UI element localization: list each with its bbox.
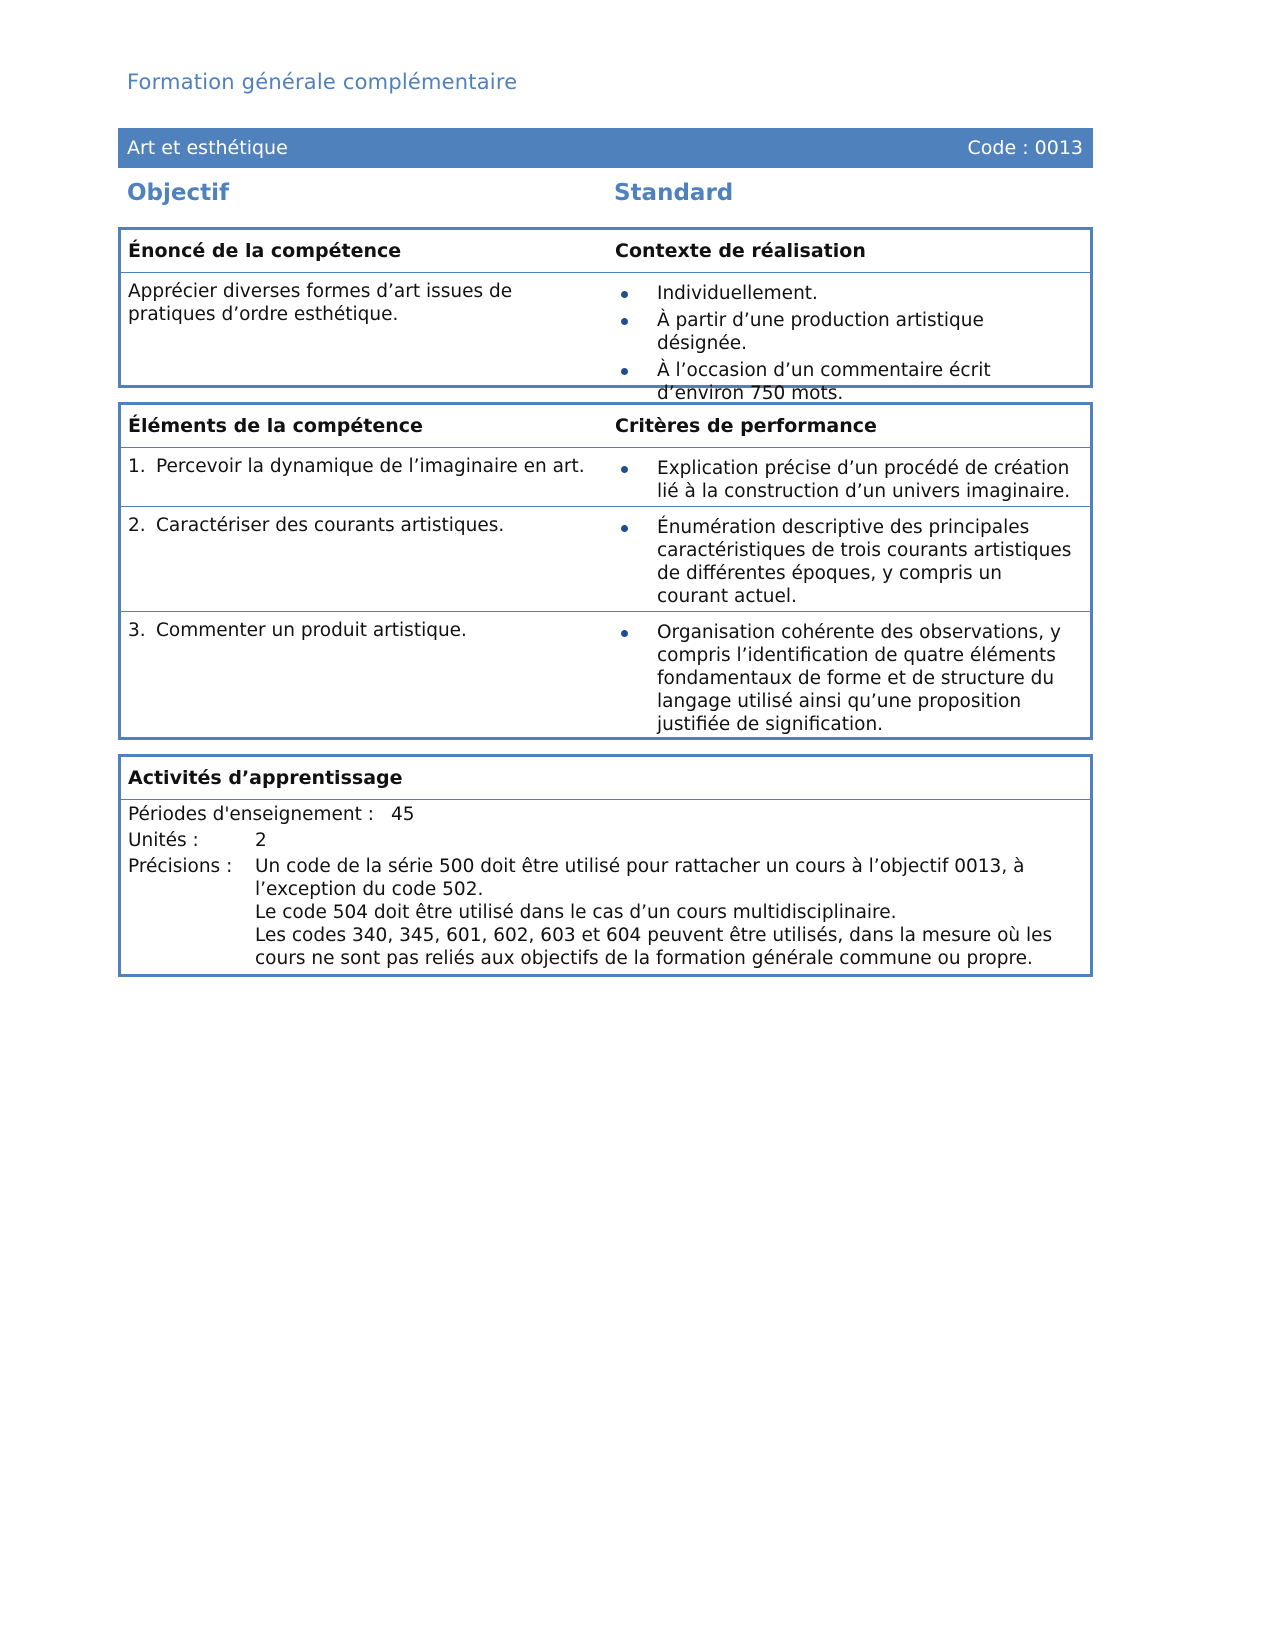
units-line: [128, 829, 1072, 852]
details-label: Précisions :: [128, 856, 233, 877]
units-value: 2: [255, 830, 267, 851]
competence-statement: Apprécier diverses formes d’art issues de pratiques d’ordre esthétique.: [128, 281, 513, 325]
activities-header-row: [121, 757, 1090, 799]
page-title: Formation générale complémentaire: [127, 70, 518, 94]
criterion-cell: [608, 455, 1090, 506]
criterion-item: Énumération descriptive des principales caractéristiques de trois courants artistiques de différentes époques, y compris un courant actuel.: [615, 516, 1072, 608]
subject-code: Code : 0013: [967, 137, 1083, 159]
activities-header: Activités d’apprentissage: [128, 767, 403, 789]
criterion-item: Organisation cohérente des observations, y compris l’identification de quatre éléments fondamentaux de forme et de structure du langage utilisé ainsi qu’une proposition justifiée de signification.: [615, 621, 1072, 736]
element-text: 2. Caractériser des courants artistiques.: [128, 515, 505, 536]
bullet-icon: [621, 368, 628, 375]
periods-label: Périodes d'enseignement :: [128, 804, 375, 825]
activities-body: [121, 799, 1090, 970]
context-list: [615, 282, 1072, 405]
units-label: Unités :: [128, 830, 199, 851]
periods-value: 45: [391, 804, 415, 825]
periods-line: [128, 803, 1072, 826]
bullet-icon: [621, 525, 628, 532]
element-row: [121, 611, 1090, 736]
element-text: 3. Commenter un produit artistique.: [128, 620, 467, 641]
competence-table: [118, 227, 1093, 404]
context-list-cell: [608, 280, 1090, 404]
bullet-icon: [621, 466, 628, 473]
criteria-header: Critères de performance: [615, 415, 877, 437]
activities-table: [118, 754, 1093, 977]
competence-header-row: [121, 230, 1090, 272]
context-header: Contexte de réalisation: [615, 240, 866, 262]
bullet-icon: [621, 630, 628, 637]
standard-heading: Standard: [614, 180, 734, 206]
detail-paragraph: Le code 504 doit être utilisé dans le cas d’un cours multidisciplinaire.: [255, 902, 897, 923]
elements-header: Éléments de la compétence: [128, 415, 423, 437]
criterion-cell: [608, 514, 1090, 611]
column-headings: [127, 180, 1093, 214]
elements-table: [118, 402, 1093, 740]
bullet-icon: [621, 318, 628, 325]
context-item: À partir d’une production artistique désignée.: [615, 309, 1072, 355]
subject-banner: [118, 128, 1093, 168]
statement-header: Énoncé de la compétence: [128, 240, 402, 262]
subject-title: Art et esthétique: [127, 137, 288, 159]
context-item: Individuellement.: [615, 282, 1072, 305]
elements-header-row: [121, 405, 1090, 447]
details-value: [255, 855, 1072, 970]
competence-body-row: [121, 272, 1090, 404]
criterion-cell: [608, 619, 1090, 736]
criterion-item: Explication précise d’un procédé de création lié à la construction d’un univers imaginaire.: [615, 457, 1072, 503]
bullet-icon: [621, 291, 628, 298]
element-text: 1. Percevoir la dynamique de l’imaginaire en art.: [128, 456, 585, 477]
context-item: À l’occasion d’un commentaire écrit d’environ 750 mots.: [615, 359, 1072, 405]
element-row: [121, 506, 1090, 611]
detail-paragraph: Les codes 340, 345, 601, 602, 603 et 604 peuvent être utilisés, dans la mesure où les cours ne sont pas reliés aux objectifs de la formation générale commune ou propre.: [255, 925, 1053, 969]
element-row: [121, 447, 1090, 506]
objectif-heading: Objectif: [127, 180, 230, 206]
detail-paragraph: Un code de la série 500 doit être utilisé pour rattacher un cours à l’objectif 0013, à l’exception du code 502.: [255, 856, 1025, 900]
details-line: [128, 855, 1072, 970]
